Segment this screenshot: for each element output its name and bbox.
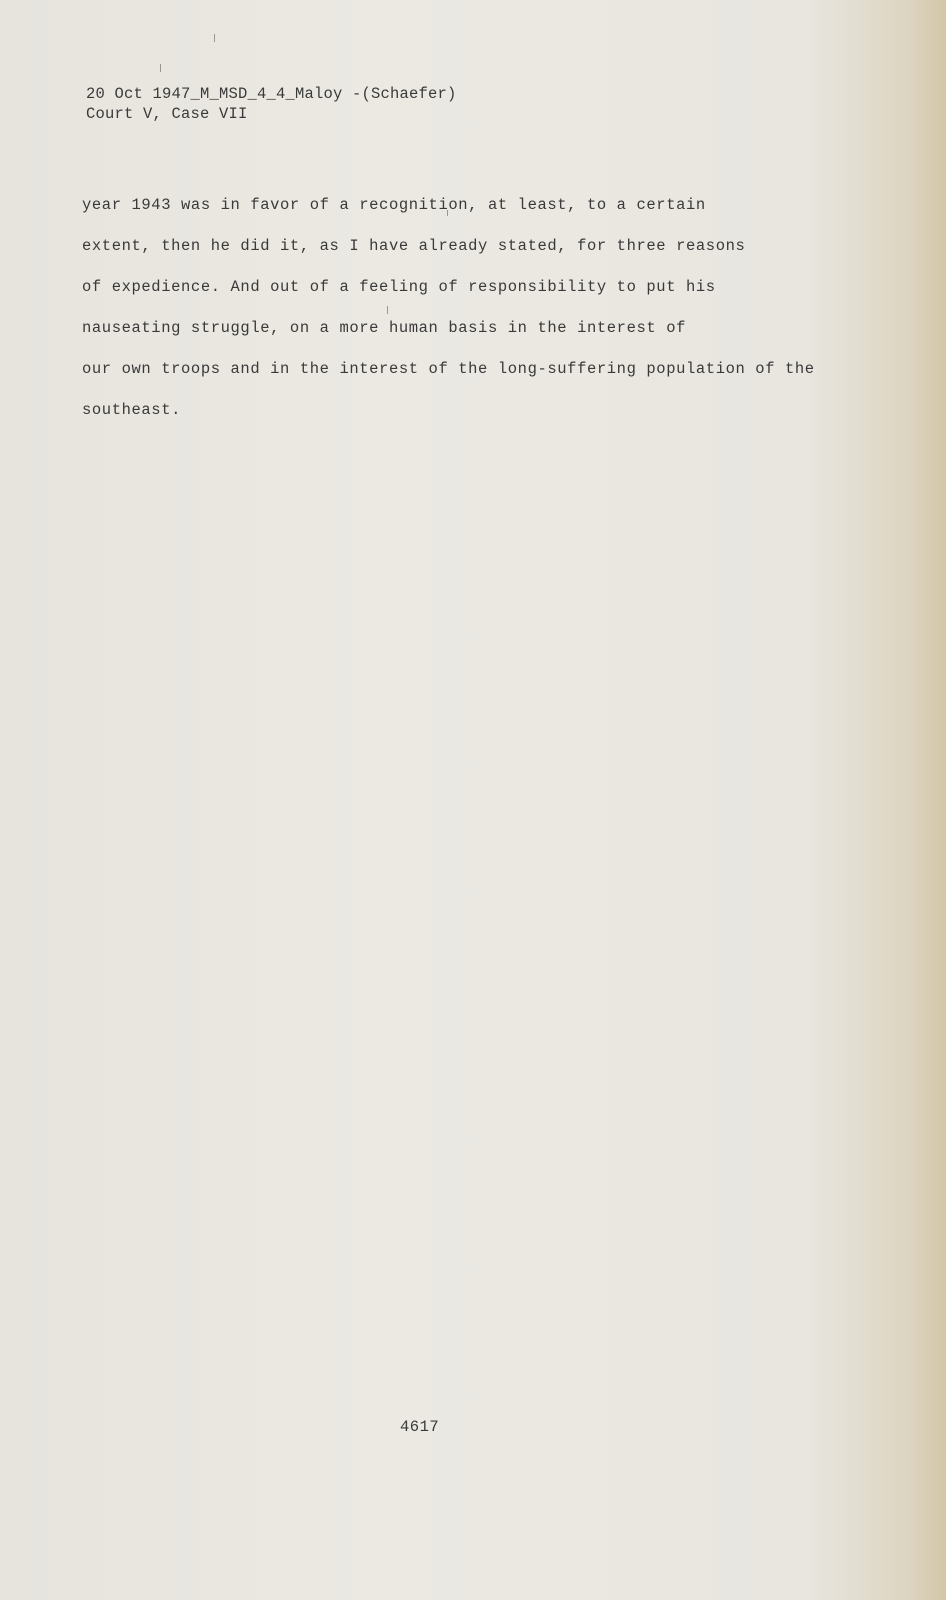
body-line: extent, then he did it, as I have already stated, for three reasons bbox=[82, 237, 746, 255]
header-court-line: Court V, Case VII bbox=[86, 105, 248, 123]
page-number: 4617 bbox=[400, 1418, 440, 1436]
paper-mark bbox=[214, 34, 215, 42]
body-line: year 1943 was in favor of a recognition, at least, to a certain bbox=[82, 196, 706, 214]
paper-mark bbox=[160, 64, 161, 72]
body-line: of expedience. And out of a feeling of responsibility to put his bbox=[82, 278, 716, 296]
transcript-body bbox=[82, 185, 862, 431]
body-line: our own troops and in the interest of the long-suffering population of the bbox=[82, 360, 815, 378]
body-line: nauseating struggle, on a more human basis in the interest of bbox=[82, 319, 686, 337]
header-date-line: 20 Oct 1947_M_MSD_4_4_Maloy -(Schaefer) bbox=[86, 85, 457, 103]
body-line: southeast. bbox=[82, 401, 182, 419]
document-header bbox=[86, 84, 457, 124]
